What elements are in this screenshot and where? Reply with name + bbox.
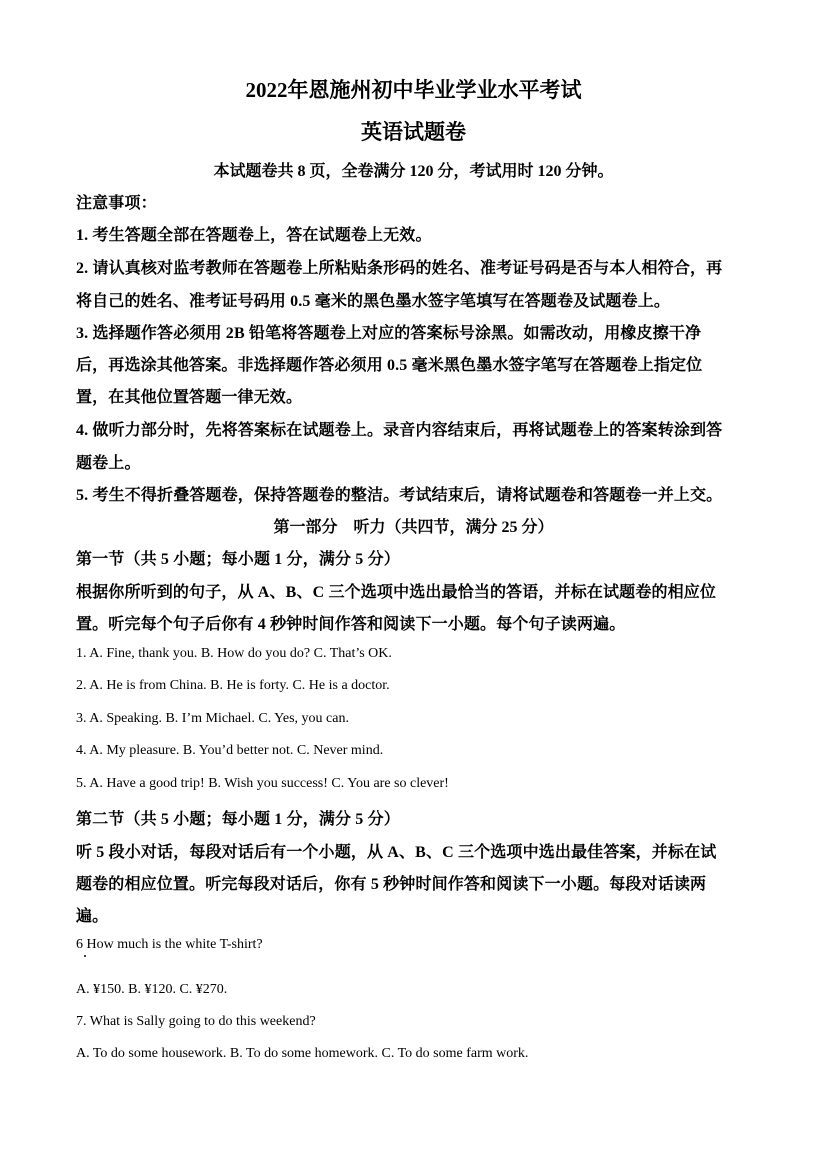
notes-line: 1. 考生答题全部在答题卷上，答在试题卷上无效。 <box>76 227 432 244</box>
stray-dot-mark <box>84 955 86 957</box>
notes-line: 4. 做听力部分时，先将答案标在试题卷上。录音内容结束后，再将试题卷上的答案转涂到答 <box>76 422 723 439</box>
notes-line: 置，在其他位置答题一律无效。 <box>76 389 303 406</box>
question-6-options: A. ¥150. B. ¥120. C. ¥270. <box>76 982 228 997</box>
notes-line: 后，再选涂其他答案。非选择题作答必须用 0.5 毫米黑色墨水签字笔写在答题卷上指定位 <box>76 357 703 374</box>
section2-heading: 第二节（共 5 小题；每小题 1 分，满分 5 分） <box>76 811 400 828</box>
notes-line: 2. 请认真核对监考教师在答题卷上所粘贴条形码的姓名、准考证号码是否与本人相符合，再 <box>76 260 723 277</box>
part1-heading: 第一部分 听力（共四节，满分 25 分） <box>273 519 554 536</box>
notes-line: 将自己的姓名、准考证号码用 0.5 毫米的黑色墨水签字笔填写在答题卷及试题卷上。 <box>76 293 671 310</box>
section1-instructions: 根据你所听到的句子，从 A、B、C 三个选项中选出最恰当的答语，并标在试题卷的相应位 <box>76 584 717 601</box>
section1-heading: 第一节（共 5 小题；每小题 1 分，满分 5 分） <box>76 551 400 568</box>
notes-line: 3. 选择题作答必须用 2B 铅笔将答题卷上对应的答案标号涂黑。如需改动，用橡皮擦干净 <box>76 325 702 342</box>
question-7-options: A. To do some housework. B. To do some homework. C. To do some farm work. <box>76 1046 529 1061</box>
question-1: 1. A. Fine, thank you. B. How do you do? C. That’s OK. <box>76 646 392 661</box>
page-subtitle: 英语试题卷 <box>361 120 466 144</box>
question-4: 4. A. My pleasure. B. You’d better not. C. Never mind. <box>76 743 384 758</box>
question-3: 3. A. Speaking. B. I’m Michael. C. Yes, you can. <box>76 711 349 726</box>
question-7-stem: 7. What is Sally going to do this weekend? <box>76 1014 316 1029</box>
section2-instructions: 听 5 段小对话，每段对话后有一个小题，从 A、B、C 三个选项中选出最佳答案，并标在试 <box>76 844 717 861</box>
notes-line: 题卷上。 <box>76 455 141 472</box>
question-6-stem: 6 How much is the white T-shirt? <box>76 937 263 952</box>
question-2: 2. A. He is from China. B. He is forty. C. He is a doctor. <box>76 678 390 693</box>
exam-info: 本试题卷共 8 页，全卷满分 120 分，考试用时 120 分钟。 <box>213 163 614 180</box>
section2-instructions: 遍。 <box>76 908 109 925</box>
page-title: 2022年恩施州初中毕业学业水平考试 <box>245 78 582 102</box>
section2-instructions: 题卷的相应位置。听完每段对话后，你有 5 秒钟时间作答和阅读下一小题。每段对话读两 <box>76 876 707 893</box>
notes-line: 5. 考生不得折叠答题卷，保持答题卷的整洁。考试结束后，请将试题卷和答题卷一并上交。 <box>76 487 723 504</box>
question-5: 5. A. Have a good trip! B. Wish you success! C. You are so clever! <box>76 776 449 791</box>
section1-instructions: 置。听完每个句子后你有 4 秒钟时间作答和阅读下一小题。每个句子读两遍。 <box>76 616 626 633</box>
notes-heading: 注意事项： <box>76 195 157 212</box>
